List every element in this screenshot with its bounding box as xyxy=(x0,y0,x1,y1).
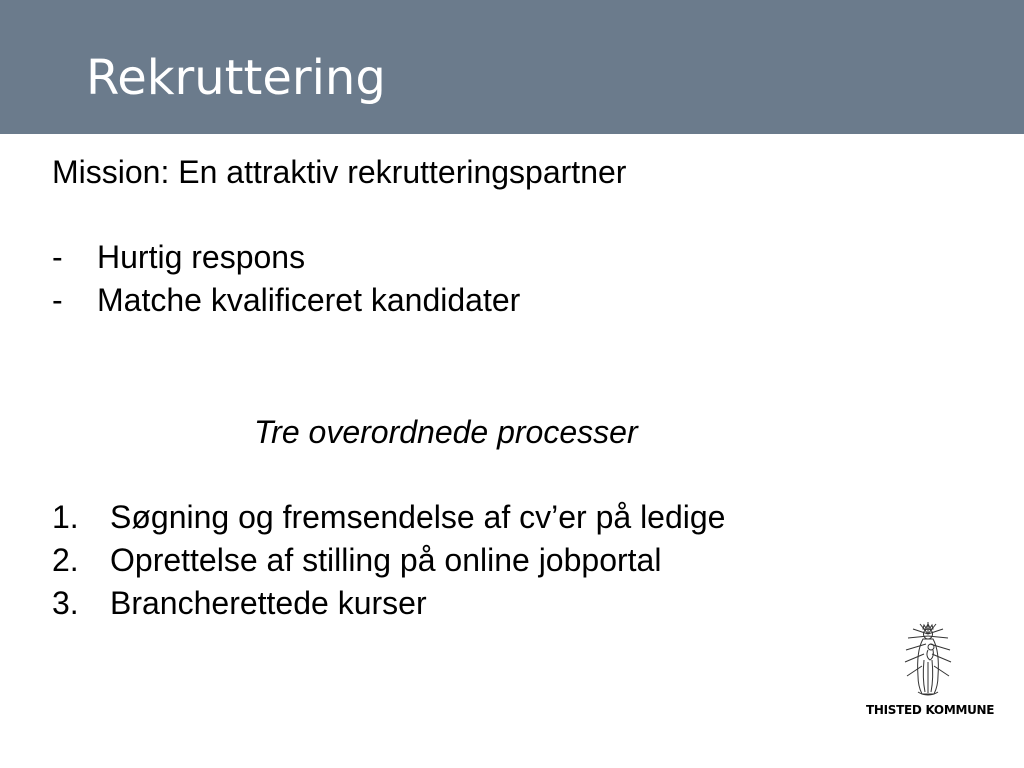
slide-title: Rekruttering xyxy=(86,50,386,106)
processes-heading: Tre overordnede processer xyxy=(254,414,638,450)
title-bar xyxy=(0,0,1024,134)
dash-marker: - xyxy=(52,282,63,318)
madonna-seal-icon xyxy=(900,620,956,696)
goal-text: Hurtig respons xyxy=(97,239,306,275)
process-text: Brancherettede kurser xyxy=(110,585,427,621)
number-marker: 1. xyxy=(52,499,79,535)
thisted-kommune-logo xyxy=(866,620,995,720)
mission-statement: Mission: En attraktiv rekrutteringspartner xyxy=(52,154,627,190)
dash-marker: - xyxy=(52,239,63,275)
number-marker: 3. xyxy=(52,585,79,621)
number-marker: 2. xyxy=(52,542,79,578)
process-text: Oprettelse af stilling på online jobportal xyxy=(110,542,662,578)
process-text: Søgning og fremsendelse af cv’er på ledige xyxy=(110,499,726,535)
goal-text: Matche kvalificeret kandidater xyxy=(97,282,521,318)
logo-wordmark: THISTED KOMMUNE xyxy=(866,703,995,717)
